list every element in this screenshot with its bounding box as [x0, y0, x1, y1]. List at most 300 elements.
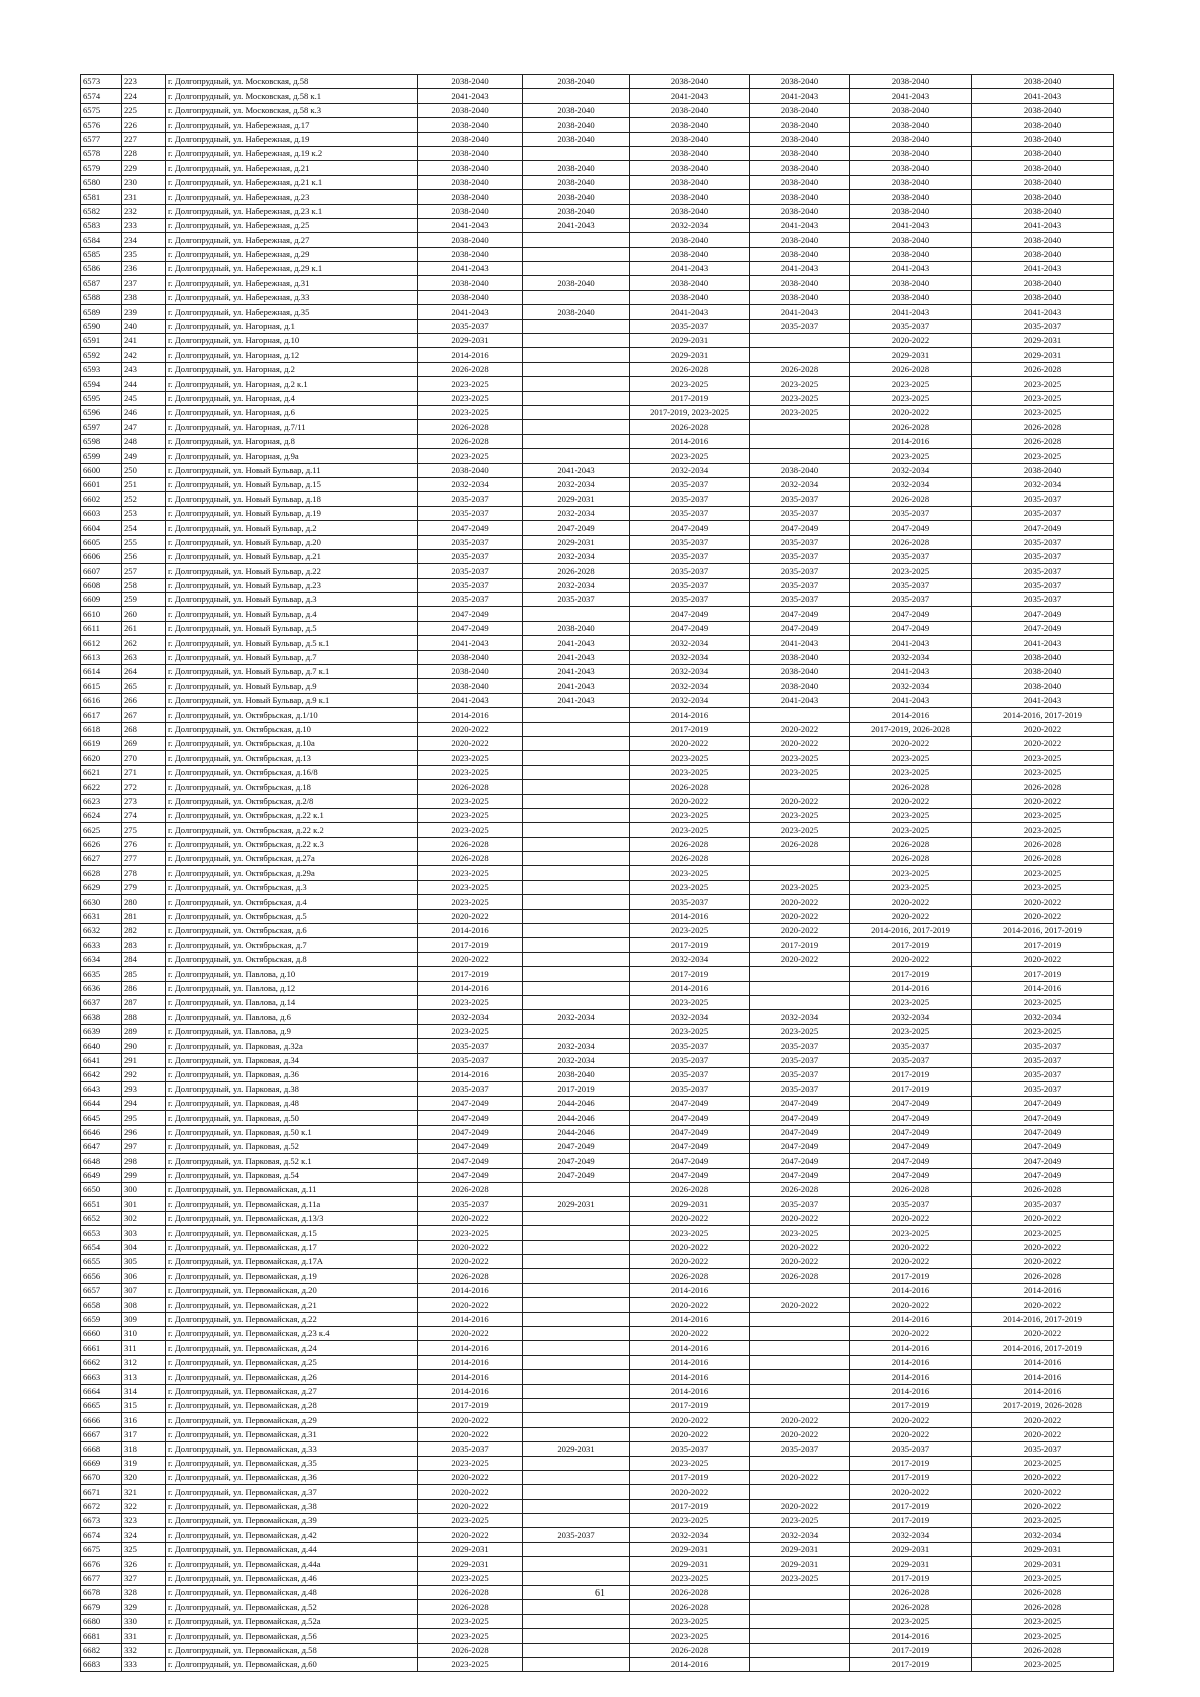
table-row — [81, 1355, 1114, 1369]
row-number-cell: 6682 — [81, 1643, 122, 1657]
item-index-cell: 317 — [122, 1427, 166, 1441]
table-row — [81, 981, 1114, 995]
table-row — [81, 880, 1114, 894]
item-index-cell: 246 — [122, 405, 166, 419]
period-col-1-cell: 2014-2016 — [418, 981, 523, 995]
period-col-3-cell: 2038-2040 — [630, 175, 750, 189]
item-index-cell: 249 — [122, 449, 166, 463]
item-index-cell: 241 — [122, 334, 166, 348]
period-col-5-cell: 2017-2019 — [850, 1499, 972, 1513]
item-index-cell: 314 — [122, 1384, 166, 1398]
period-col-3-cell: 2017-2019 — [630, 1499, 750, 1513]
period-col-1-cell: 2014-2016 — [418, 1355, 523, 1369]
period-col-5-cell: 2032-2034 — [850, 1010, 972, 1024]
period-col-3-cell: 2035-2037 — [630, 319, 750, 333]
period-col-4-cell: 2029-2031 — [750, 1557, 850, 1571]
period-col-3-cell: 2035-2037 — [630, 535, 750, 549]
period-col-3-cell: 2023-2025 — [630, 880, 750, 894]
period-col-1-cell: 2014-2016 — [418, 1341, 523, 1355]
period-col-1-cell: 2026-2028 — [418, 420, 523, 434]
period-col-5-cell: 2026-2028 — [850, 492, 972, 506]
period-col-2-cell — [523, 952, 630, 966]
row-number-cell: 6630 — [81, 895, 122, 909]
period-col-6-cell: 2023-2025 — [972, 1226, 1114, 1240]
period-col-6-cell: 2017-2019 — [972, 938, 1114, 952]
item-index-cell: 324 — [122, 1528, 166, 1542]
period-col-3-cell: 2014-2016 — [630, 1370, 750, 1384]
item-index-cell: 254 — [122, 521, 166, 535]
period-col-4-cell: 2038-2040 — [750, 190, 850, 204]
period-col-5-cell: 2023-2025 — [850, 377, 972, 391]
period-col-3-cell: 2023-2025 — [630, 1571, 750, 1585]
period-col-4-cell: 2038-2040 — [750, 679, 850, 693]
row-number-cell: 6654 — [81, 1240, 122, 1254]
period-col-1-cell: 2023-2025 — [418, 391, 523, 405]
table-row — [81, 1197, 1114, 1211]
address-cell: г. Долгопрудный, ул. Новый Бульвар, д.2 — [166, 521, 418, 535]
period-col-2-cell — [523, 751, 630, 765]
period-col-2-cell: 2038-2040 — [523, 305, 630, 319]
item-index-cell: 296 — [122, 1125, 166, 1139]
row-number-cell: 6614 — [81, 665, 122, 679]
period-col-5-cell: 2023-2025 — [850, 1226, 972, 1240]
row-number-cell: 6653 — [81, 1226, 122, 1240]
item-index-cell: 256 — [122, 549, 166, 563]
period-col-1-cell: 2020-2022 — [418, 1499, 523, 1513]
period-col-4-cell: 2041-2043 — [750, 262, 850, 276]
period-col-1-cell: 2020-2022 — [418, 1298, 523, 1312]
period-col-5-cell: 2038-2040 — [850, 161, 972, 175]
item-index-cell: 231 — [122, 190, 166, 204]
period-col-5-cell: 2038-2040 — [850, 290, 972, 304]
period-col-2-cell — [523, 794, 630, 808]
address-cell: г. Долгопрудный, ул. Нагорная, д.1 — [166, 319, 418, 333]
period-col-2-cell — [523, 1643, 630, 1657]
period-col-1-cell: 2014-2016 — [418, 1283, 523, 1297]
period-col-5-cell: 2035-2037 — [850, 593, 972, 607]
address-cell: г. Долгопрудный, ул. Набережная, д.29 — [166, 247, 418, 261]
period-col-2-cell: 2038-2040 — [523, 103, 630, 117]
period-col-2-cell: 2038-2040 — [523, 118, 630, 132]
period-col-3-cell: 2038-2040 — [630, 190, 750, 204]
period-col-3-cell: 2017-2019 — [630, 722, 750, 736]
period-col-2-cell — [523, 1312, 630, 1326]
address-cell: г. Долгопрудный, ул. Новый Бульвар, д.3 — [166, 593, 418, 607]
period-col-2-cell: 2041-2043 — [523, 650, 630, 664]
row-number-cell: 6603 — [81, 506, 122, 520]
period-col-3-cell: 2035-2037 — [630, 1067, 750, 1081]
address-cell: г. Долгопрудный, ул. Первомайская, д.11а — [166, 1197, 418, 1211]
period-col-3-cell: 2023-2025 — [630, 1629, 750, 1643]
period-col-1-cell: 2026-2028 — [418, 1600, 523, 1614]
table-row — [81, 334, 1114, 348]
item-index-cell: 262 — [122, 636, 166, 650]
period-col-5-cell: 2014-2016 — [850, 1312, 972, 1326]
period-col-5-cell: 2026-2028 — [850, 420, 972, 434]
period-col-2-cell: 2029-2031 — [523, 492, 630, 506]
period-col-2-cell: 2032-2034 — [523, 1039, 630, 1053]
period-col-5-cell: 2041-2043 — [850, 305, 972, 319]
period-col-4-cell — [750, 1643, 850, 1657]
period-col-6-cell: 2020-2022 — [972, 952, 1114, 966]
period-col-2-cell — [523, 449, 630, 463]
period-col-6-cell: 2047-2049 — [972, 607, 1114, 621]
period-col-6-cell: 2023-2025 — [972, 405, 1114, 419]
table-row — [81, 362, 1114, 376]
period-col-6-cell: 2026-2028 — [972, 1643, 1114, 1657]
row-number-cell: 6625 — [81, 823, 122, 837]
row-number-cell: 6587 — [81, 276, 122, 290]
period-col-5-cell: 2041-2043 — [850, 665, 972, 679]
period-col-5-cell: 2020-2022 — [850, 895, 972, 909]
table-row — [81, 751, 1114, 765]
period-col-6-cell: 2038-2040 — [972, 146, 1114, 160]
address-cell: г. Долгопрудный, ул. Октябрьская, д.5 — [166, 909, 418, 923]
period-col-5-cell: 2032-2034 — [850, 477, 972, 491]
period-col-6-cell: 2014-2016, 2017-2019 — [972, 708, 1114, 722]
period-col-6-cell: 2035-2037 — [972, 319, 1114, 333]
period-col-1-cell: 2023-2025 — [418, 377, 523, 391]
period-col-3-cell: 2038-2040 — [630, 233, 750, 247]
row-number-cell: 6676 — [81, 1557, 122, 1571]
period-col-6-cell: 2032-2034 — [972, 1010, 1114, 1024]
period-col-1-cell: 2038-2040 — [418, 233, 523, 247]
period-col-2-cell — [523, 420, 630, 434]
period-col-5-cell: 2014-2016 — [850, 1283, 972, 1297]
row-number-cell: 6622 — [81, 780, 122, 794]
period-col-6-cell: 2047-2049 — [972, 1168, 1114, 1182]
period-col-5-cell: 2017-2019, 2026-2028 — [850, 722, 972, 736]
period-col-1-cell: 2038-2040 — [418, 161, 523, 175]
row-number-cell: 6580 — [81, 175, 122, 189]
period-col-1-cell: 2041-2043 — [418, 305, 523, 319]
table-row — [81, 1139, 1114, 1153]
period-col-6-cell: 2047-2049 — [972, 1111, 1114, 1125]
period-col-4-cell: 2032-2034 — [750, 477, 850, 491]
period-col-1-cell: 2026-2028 — [418, 852, 523, 866]
period-col-1-cell: 2014-2016 — [418, 1067, 523, 1081]
address-cell: г. Долгопрудный, ул. Нагорная, д.4 — [166, 391, 418, 405]
row-number-cell: 6638 — [81, 1010, 122, 1024]
period-col-5-cell: 2020-2022 — [850, 1326, 972, 1340]
period-col-2-cell: 2041-2043 — [523, 693, 630, 707]
address-cell: г. Долгопрудный, ул. Парковая, д.48 — [166, 1096, 418, 1110]
period-col-2-cell: 2029-2031 — [523, 1197, 630, 1211]
period-col-6-cell: 2014-2016 — [972, 1384, 1114, 1398]
table-row — [81, 391, 1114, 405]
period-col-2-cell: 2029-2031 — [523, 1442, 630, 1456]
period-col-4-cell: 2038-2040 — [750, 463, 850, 477]
table-row — [81, 924, 1114, 938]
period-col-3-cell: 2038-2040 — [630, 276, 750, 290]
period-col-2-cell — [523, 1183, 630, 1197]
table-row — [81, 319, 1114, 333]
schedule-table — [80, 74, 1114, 1672]
period-col-6-cell: 2023-2025 — [972, 823, 1114, 837]
period-col-1-cell: 2035-2037 — [418, 549, 523, 563]
item-index-cell: 247 — [122, 420, 166, 434]
period-col-4-cell: 2035-2037 — [750, 1197, 850, 1211]
period-col-4-cell: 2023-2025 — [750, 405, 850, 419]
period-col-6-cell: 2014-2016, 2017-2019 — [972, 1312, 1114, 1326]
address-cell: г. Долгопрудный, ул. Первомайская, д.60 — [166, 1657, 418, 1671]
period-col-2-cell — [523, 1427, 630, 1441]
period-col-4-cell: 2038-2040 — [750, 103, 850, 117]
period-col-6-cell: 2023-2025 — [972, 1456, 1114, 1470]
table-row — [81, 1557, 1114, 1571]
address-cell: г. Долгопрудный, ул. Набережная, д.23 к.1 — [166, 204, 418, 218]
period-col-2-cell: 2038-2040 — [523, 621, 630, 635]
period-col-4-cell: 2023-2025 — [750, 1514, 850, 1528]
period-col-3-cell: 2020-2022 — [630, 1255, 750, 1269]
period-col-6-cell: 2029-2031 — [972, 1557, 1114, 1571]
period-col-4-cell: 2035-2037 — [750, 535, 850, 549]
table-row — [81, 909, 1114, 923]
row-number-cell: 6578 — [81, 146, 122, 160]
table-row — [81, 1326, 1114, 1340]
period-col-5-cell: 2017-2019 — [850, 967, 972, 981]
period-col-3-cell: 2023-2025 — [630, 1514, 750, 1528]
period-col-3-cell: 2047-2049 — [630, 1125, 750, 1139]
period-col-3-cell: 2047-2049 — [630, 1096, 750, 1110]
period-col-6-cell: 2017-2019 — [972, 967, 1114, 981]
item-index-cell: 331 — [122, 1629, 166, 1643]
period-col-3-cell: 2020-2022 — [630, 1326, 750, 1340]
item-index-cell: 240 — [122, 319, 166, 333]
item-index-cell: 315 — [122, 1398, 166, 1412]
period-col-2-cell — [523, 981, 630, 995]
table-row — [81, 89, 1114, 103]
table-row — [81, 1111, 1114, 1125]
address-cell: г. Долгопрудный, ул. Октябрьская, д.2/8 — [166, 794, 418, 808]
period-col-3-cell: 2035-2037 — [630, 1039, 750, 1053]
period-col-3-cell: 2029-2031 — [630, 348, 750, 362]
period-col-5-cell: 2038-2040 — [850, 204, 972, 218]
row-number-cell: 6671 — [81, 1485, 122, 1499]
row-number-cell: 6619 — [81, 736, 122, 750]
period-col-3-cell: 2032-2034 — [630, 650, 750, 664]
period-col-3-cell: 2017-2019 — [630, 1398, 750, 1412]
item-index-cell: 261 — [122, 621, 166, 635]
row-number-cell: 6598 — [81, 434, 122, 448]
period-col-4-cell: 2023-2025 — [750, 377, 850, 391]
item-index-cell: 294 — [122, 1096, 166, 1110]
table-row — [81, 161, 1114, 175]
address-cell: г. Долгопрудный, ул. Парковая, д.50 — [166, 1111, 418, 1125]
table-row — [81, 247, 1114, 261]
item-index-cell: 236 — [122, 262, 166, 276]
period-col-3-cell: 2035-2037 — [630, 1442, 750, 1456]
item-index-cell: 309 — [122, 1312, 166, 1326]
period-col-6-cell: 2035-2037 — [972, 506, 1114, 520]
period-col-6-cell: 2023-2025 — [972, 880, 1114, 894]
address-cell: г. Долгопрудный, ул. Первомайская, д.24 — [166, 1341, 418, 1355]
address-cell: г. Долгопрудный, ул. Парковая, д.34 — [166, 1053, 418, 1067]
period-col-2-cell — [523, 348, 630, 362]
period-col-5-cell: 2038-2040 — [850, 103, 972, 117]
period-col-6-cell: 2020-2022 — [972, 736, 1114, 750]
period-col-4-cell — [750, 1312, 850, 1326]
period-col-6-cell: 2035-2037 — [972, 1053, 1114, 1067]
period-col-3-cell: 2032-2034 — [630, 679, 750, 693]
item-index-cell: 295 — [122, 1111, 166, 1125]
period-col-1-cell: 2023-2025 — [418, 866, 523, 880]
period-col-4-cell — [750, 1629, 850, 1643]
period-col-4-cell: 2038-2040 — [750, 290, 850, 304]
period-col-6-cell: 2047-2049 — [972, 1125, 1114, 1139]
row-number-cell: 6627 — [81, 852, 122, 866]
table-row — [81, 607, 1114, 621]
row-number-cell: 6612 — [81, 636, 122, 650]
period-col-1-cell: 2023-2025 — [418, 1629, 523, 1643]
period-col-3-cell: 2026-2028 — [630, 780, 750, 794]
period-col-1-cell: 2038-2040 — [418, 247, 523, 261]
period-col-1-cell: 2017-2019 — [418, 938, 523, 952]
period-col-4-cell: 2038-2040 — [750, 175, 850, 189]
address-cell: г. Долгопрудный, ул. Первомайская, д.37 — [166, 1485, 418, 1499]
address-cell: г. Долгопрудный, ул. Набережная, д.17 — [166, 118, 418, 132]
item-index-cell: 327 — [122, 1571, 166, 1585]
period-col-5-cell: 2017-2019 — [850, 1571, 972, 1585]
period-col-5-cell: 2020-2022 — [850, 952, 972, 966]
item-index-cell: 235 — [122, 247, 166, 261]
period-col-6-cell: 2020-2022 — [972, 1470, 1114, 1484]
period-col-2-cell: 2047-2049 — [523, 1139, 630, 1153]
period-col-6-cell: 2029-2031 — [972, 1542, 1114, 1556]
period-col-3-cell: 2026-2028 — [630, 1586, 750, 1600]
period-col-3-cell: 2029-2031 — [630, 334, 750, 348]
period-col-4-cell: 2047-2049 — [750, 1111, 850, 1125]
item-index-cell: 232 — [122, 204, 166, 218]
address-cell: г. Долгопрудный, ул. Октябрьская, д.8 — [166, 952, 418, 966]
period-col-4-cell: 2041-2043 — [750, 89, 850, 103]
item-index-cell: 244 — [122, 377, 166, 391]
period-col-1-cell: 2023-2025 — [418, 449, 523, 463]
address-cell: г. Долгопрудный, ул. Первомайская, д.17А — [166, 1255, 418, 1269]
period-col-6-cell: 2041-2043 — [972, 693, 1114, 707]
period-col-5-cell: 2035-2037 — [850, 319, 972, 333]
address-cell: г. Долгопрудный, ул. Нагорная, д.7/11 — [166, 420, 418, 434]
period-col-6-cell: 2026-2028 — [972, 852, 1114, 866]
table-row — [81, 693, 1114, 707]
period-col-1-cell: 2041-2043 — [418, 89, 523, 103]
row-number-cell: 6607 — [81, 564, 122, 578]
period-col-3-cell: 2014-2016 — [630, 1657, 750, 1671]
period-col-2-cell — [523, 1283, 630, 1297]
period-col-4-cell — [750, 780, 850, 794]
row-number-cell: 6574 — [81, 89, 122, 103]
period-col-5-cell: 2020-2022 — [850, 1211, 972, 1225]
table-row — [81, 276, 1114, 290]
address-cell: г. Долгопрудный, ул. Первомайская, д.58 — [166, 1643, 418, 1657]
period-col-1-cell: 2038-2040 — [418, 276, 523, 290]
address-cell: г. Долгопрудный, ул. Нагорная, д.8 — [166, 434, 418, 448]
period-col-5-cell: 2017-2019 — [850, 1067, 972, 1081]
address-cell: г. Долгопрудный, ул. Парковая, д.50 к.1 — [166, 1125, 418, 1139]
period-col-4-cell: 2035-2037 — [750, 1067, 850, 1081]
item-index-cell: 281 — [122, 909, 166, 923]
table-row — [81, 132, 1114, 146]
table-row — [81, 1283, 1114, 1297]
row-number-cell: 6585 — [81, 247, 122, 261]
period-col-5-cell: 2014-2016 — [850, 434, 972, 448]
item-index-cell: 288 — [122, 1010, 166, 1024]
item-index-cell: 266 — [122, 693, 166, 707]
row-number-cell: 6681 — [81, 1629, 122, 1643]
period-col-4-cell: 2035-2037 — [750, 1442, 850, 1456]
row-number-cell: 6611 — [81, 621, 122, 635]
table-row — [81, 967, 1114, 981]
table-row — [81, 1427, 1114, 1441]
period-col-6-cell: 2023-2025 — [972, 1024, 1114, 1038]
period-col-1-cell: 2026-2028 — [418, 1183, 523, 1197]
period-col-2-cell — [523, 1514, 630, 1528]
period-col-1-cell: 2041-2043 — [418, 636, 523, 650]
period-col-1-cell: 2020-2022 — [418, 1211, 523, 1225]
period-col-5-cell: 2020-2022 — [850, 1298, 972, 1312]
period-col-5-cell: 2017-2019 — [850, 938, 972, 952]
row-number-cell: 6645 — [81, 1111, 122, 1125]
item-index-cell: 245 — [122, 391, 166, 405]
row-number-cell: 6678 — [81, 1586, 122, 1600]
period-col-1-cell: 2023-2025 — [418, 1514, 523, 1528]
period-col-2-cell — [523, 1657, 630, 1671]
period-col-2-cell: 2047-2049 — [523, 1168, 630, 1182]
period-col-6-cell: 2038-2040 — [972, 190, 1114, 204]
period-col-1-cell: 2047-2049 — [418, 1111, 523, 1125]
address-cell: г. Долгопрудный, ул. Новый Бульвар, д.4 — [166, 607, 418, 621]
period-col-1-cell: 2035-2037 — [418, 506, 523, 520]
period-col-1-cell: 2047-2049 — [418, 1096, 523, 1110]
period-col-2-cell — [523, 1355, 630, 1369]
period-col-3-cell: 2017-2019 — [630, 967, 750, 981]
period-col-4-cell: 2038-2040 — [750, 233, 850, 247]
address-cell: г. Долгопрудный, ул. Первомайская, д.11 — [166, 1183, 418, 1197]
period-col-2-cell: 2038-2040 — [523, 204, 630, 218]
period-col-5-cell: 2014-2016 — [850, 1629, 972, 1643]
period-col-6-cell: 2020-2022 — [972, 1326, 1114, 1340]
period-col-6-cell: 2026-2028 — [972, 1269, 1114, 1283]
row-number-cell: 6677 — [81, 1571, 122, 1585]
item-index-cell: 312 — [122, 1355, 166, 1369]
period-col-2-cell: 2032-2034 — [523, 1010, 630, 1024]
address-cell: г. Долгопрудный, ул. Первомайская, д.42 — [166, 1528, 418, 1542]
period-col-3-cell: 2035-2037 — [630, 477, 750, 491]
item-index-cell: 264 — [122, 665, 166, 679]
table-row — [81, 1657, 1114, 1671]
period-col-3-cell: 2023-2025 — [630, 924, 750, 938]
period-col-3-cell: 2014-2016 — [630, 1384, 750, 1398]
period-col-4-cell: 2020-2022 — [750, 1413, 850, 1427]
period-col-5-cell: 2023-2025 — [850, 1614, 972, 1628]
period-col-6-cell: 2014-2016 — [972, 1370, 1114, 1384]
period-col-5-cell: 2035-2037 — [850, 1442, 972, 1456]
period-col-6-cell: 2020-2022 — [972, 909, 1114, 923]
table-row — [81, 1183, 1114, 1197]
address-cell: г. Долгопрудный, ул. Нагорная, д.2 — [166, 362, 418, 376]
address-cell: г. Долгопрудный, ул. Павлова, д.14 — [166, 996, 418, 1010]
period-col-5-cell: 2023-2025 — [850, 391, 972, 405]
address-cell: г. Долгопрудный, ул. Нагорная, д.9а — [166, 449, 418, 463]
table-row — [81, 305, 1114, 319]
address-cell: г. Долгопрудный, ул. Октябрьская, д.13 — [166, 751, 418, 765]
period-col-2-cell: 2032-2034 — [523, 549, 630, 563]
period-col-1-cell: 2026-2028 — [418, 362, 523, 376]
period-col-5-cell: 2038-2040 — [850, 247, 972, 261]
period-col-6-cell: 2038-2040 — [972, 650, 1114, 664]
period-col-4-cell: 2020-2022 — [750, 794, 850, 808]
period-col-6-cell: 2023-2025 — [972, 996, 1114, 1010]
